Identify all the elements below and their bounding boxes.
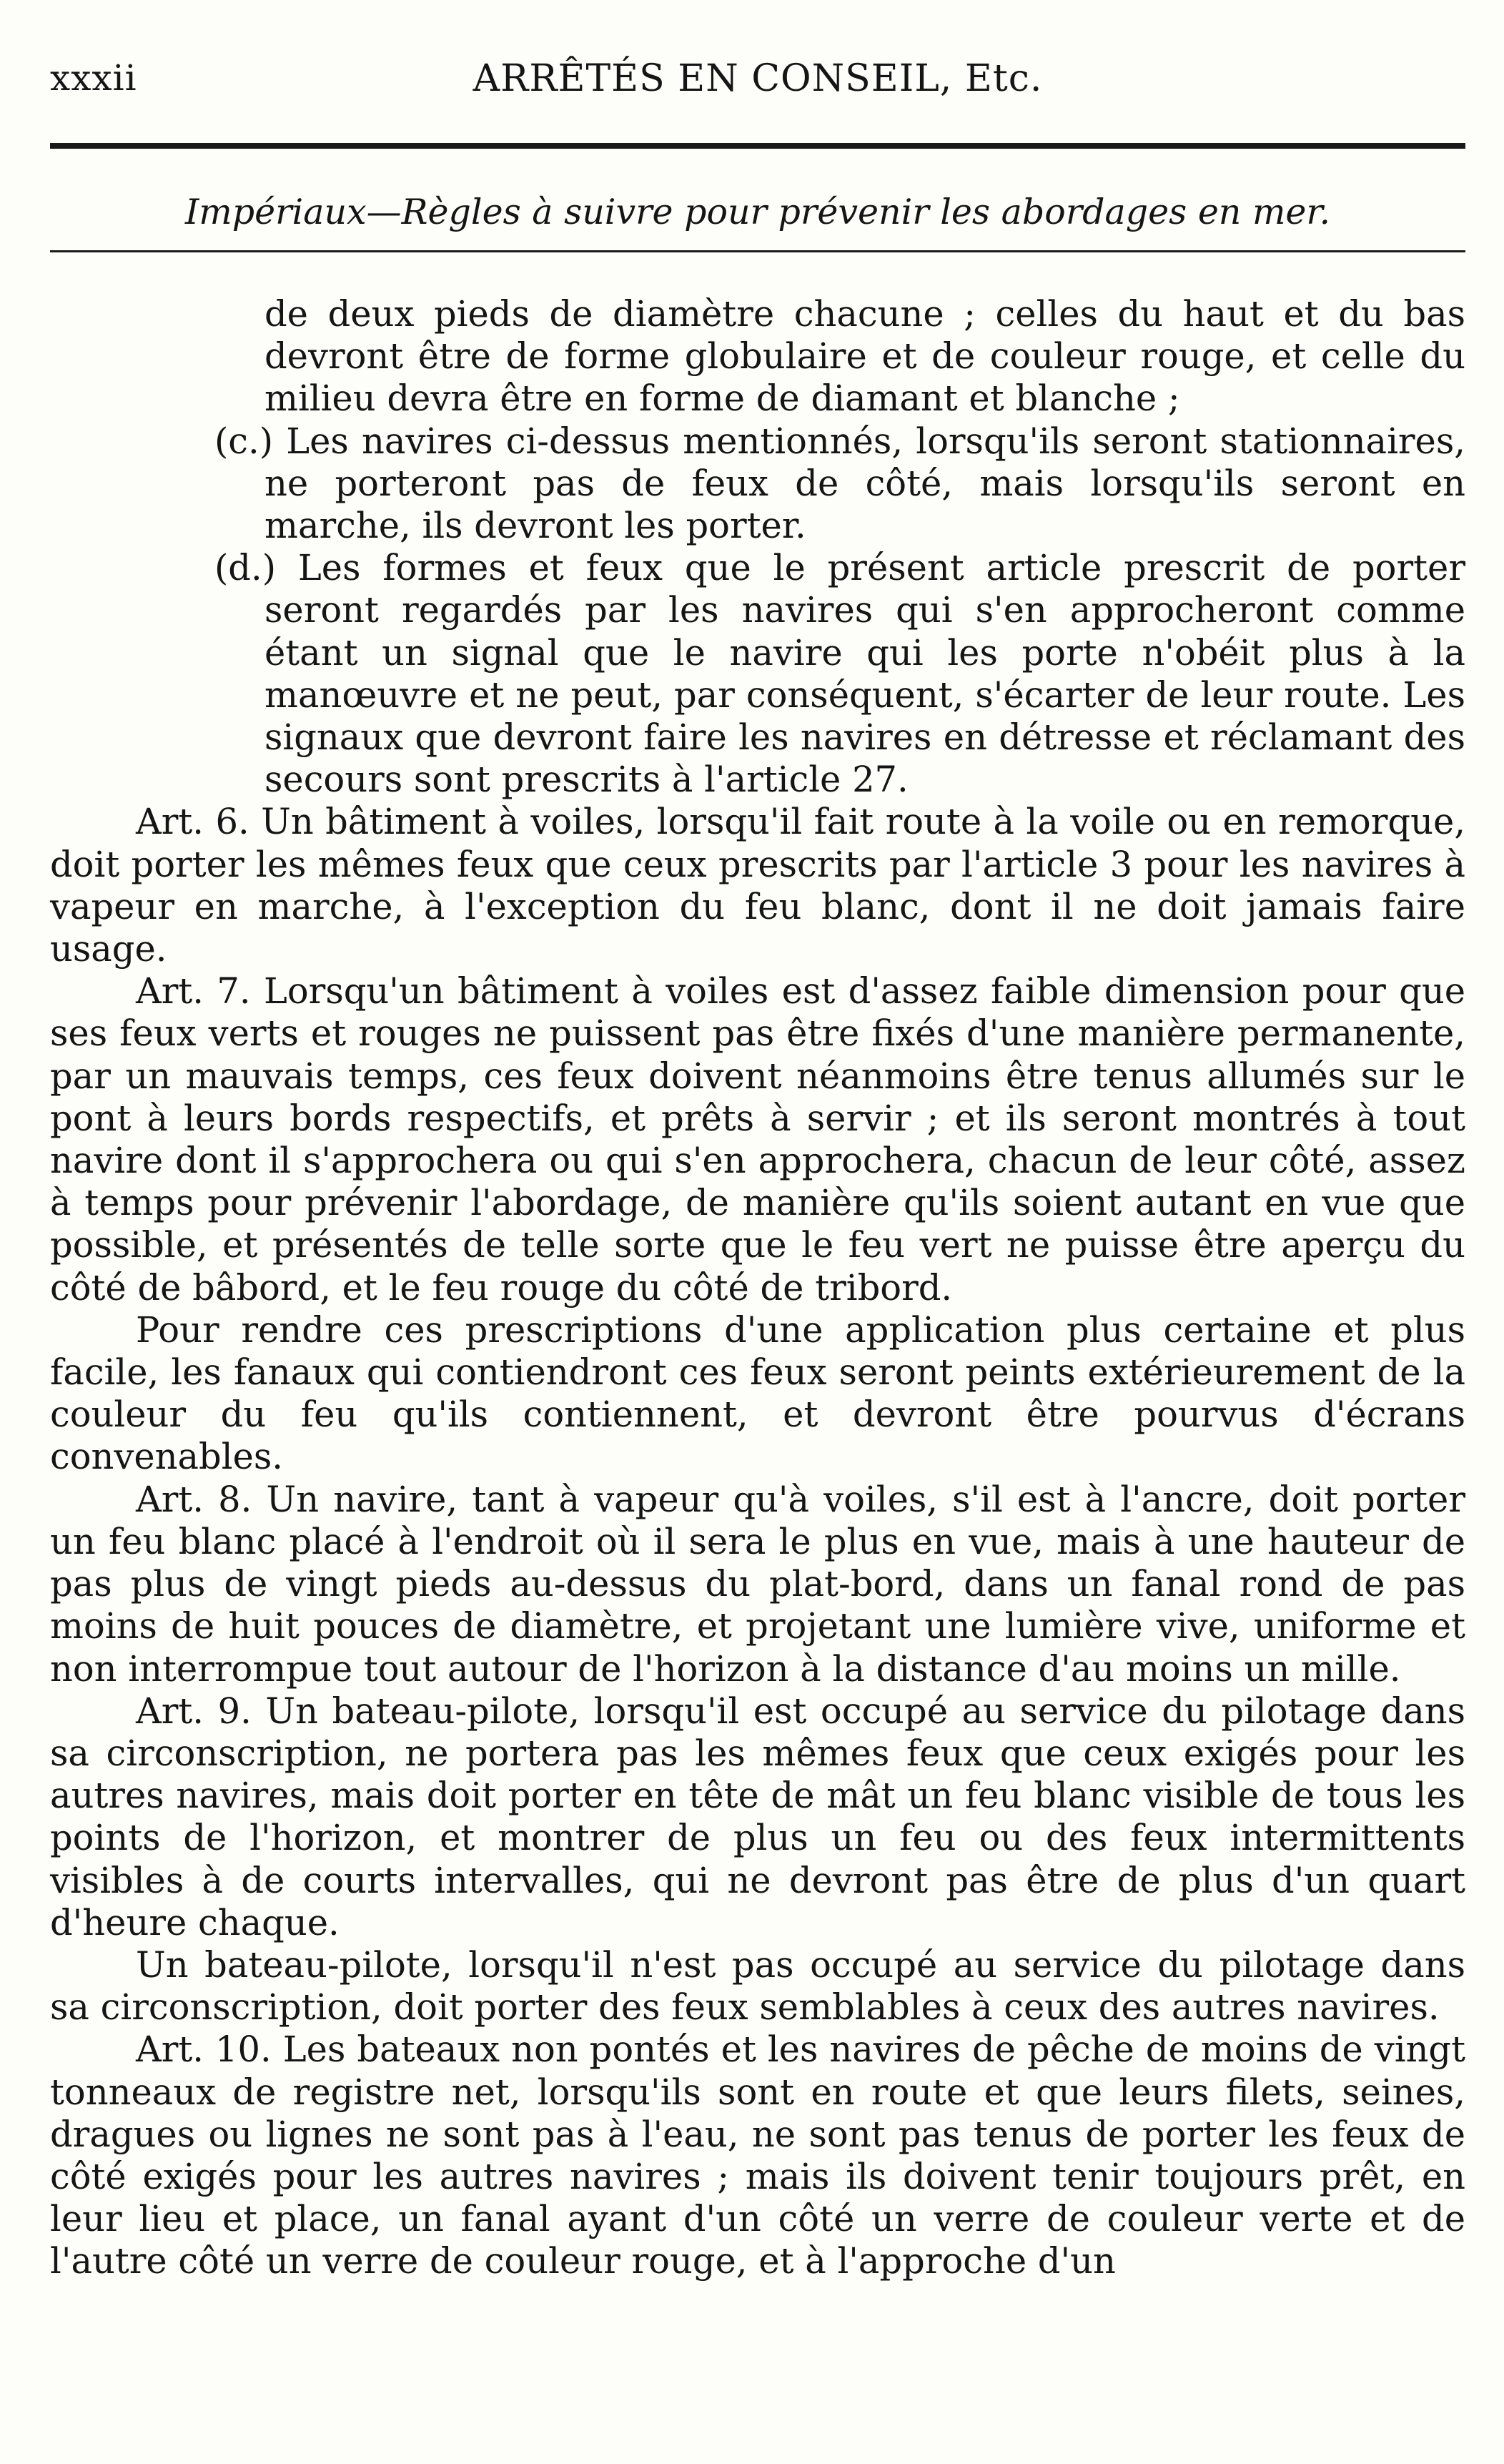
paragraph-clause-c: (c.) Les navires ci-dessus mentionnés, lorsqu'ils seront stationnaires, ne porteront pas de feux de côté, mais lorsqu'ils seront en marche, ils devront les porter.	[214, 420, 1465, 547]
header-rule-bottom	[50, 250, 1465, 252]
paragraph-continuation: de deux pieds de diamètre chacune ; celles du haut et du bas devront être de forme globulaire et de couleur rouge, et celle du milieu devra être en forme de diamant et blanche ;	[264, 293, 1465, 420]
paragraph-art-7-cont: Pour rendre ces prescriptions d'une application plus certaine et plus facile, les fanaux qui contiendront ces feux seront peints extérieurement de la couleur du feu qu'ils contiennent, et devront être pourvus d'écrans convenables.	[50, 1309, 1465, 1478]
body-text	[50, 293, 1465, 2283]
paragraph-art-9: Art. 9. Un bateau-pilote, lorsqu'il est occupé au service du pilotage dans sa circonscription, ne portera pas les mêmes feux que ceux exigés pour les autres navires, mais doit porter en tête de mât un feu blanc visible de tous les points de l'horizon, et montrer de plus un feu ou des feux intermittents visibles à de courts intervalles, qui ne devront pas être de plus d'un quart d'heure chaque.	[50, 1690, 1465, 1943]
paragraph-art-8: Art. 8. Un navire, tant à vapeur qu'à voiles, s'il est à l'ancre, doit porter un feu blanc placé à l'endroit où il sera le plus en vue, mais à une hauteur de pas plus de vingt pieds au-dessus du plat-bord, dans un fanal rond de pas moins de huit pouces de diamètre, et projetant une lumière vive, uniforme et non interrompue tout autour de l'horizon à la distance d'au moins un mille.	[50, 1478, 1465, 1690]
paragraph-art-7: Art. 7. Lorsqu'un bâtiment à voiles est d'assez faible dimension pour que ses feux verts et rouges ne puissent pas être fixés d'une manière permanente, par un mauvais temps, ces feux doivent néanmoins être tenus allumés sur le pont à leurs bords respectifs, et prêts à servir ; et ils seront montrés à tout navire dont il s'approchera ou qui s'en approchera, chacun de leur côté, assez à temps pour prévenir l'abordage, de manière qu'ils soient autant en vue que possible, et présentés de telle sorte que le feu vert ne puisse être aperçu du côté de bâbord, et le feu rouge du côté de tribord.	[50, 970, 1465, 1309]
header-rule-top	[50, 143, 1465, 149]
document-page	[50, 29, 1465, 2438]
running-title: ARRÊTÉS EN CONSEIL, Etc.	[473, 57, 1043, 100]
paragraph-art-9-cont: Un bateau-pilote, lorsqu'il n'est pas occupé au service du pilotage dans sa circonscription, doit porter des feux semblables à ceux des autres navires.	[50, 1943, 1465, 2029]
page-header	[50, 29, 1465, 100]
page-number: xxxii	[50, 57, 137, 99]
paragraph-clause-d: (d.) Les formes et feux que le présent article prescrit de porter seront regardés par les navires qui s'en approcheront comme étant un signal que le navire qui les porte n'obéit plus à la manœuvre et ne peut, par conséquent, s'écarter de leur route. Les signaux que devront faire les navires en détresse et réclamant des secours sont prescrits à l'article 27.	[214, 547, 1465, 801]
section-subtitle: Impériaux—Règles à suivre pour prévenir les abordages en mer.	[184, 192, 1331, 232]
paragraph-art-6: Art. 6. Un bâtiment à voiles, lorsqu'il fait route à la voile ou en remorque, doit porter les mêmes feux que ceux prescrits par l'article 3 pour les navires à vapeur en marche, à l'exception du feu blanc, dont il ne doit jamais faire usage.	[50, 801, 1465, 970]
paragraph-art-10: Art. 10. Les bateaux non pontés et les navires de pêche de moins de vingt tonneaux de registre net, lorsqu'ils sont en route et que leurs filets, seines, dragues ou lignes ne sont pas à l'eau, ne sont pas tenus de porter les feux de côté exigés pour les autres navires ; mais ils doivent tenir toujours prêt, en leur lieu et place, un fanal ayant d'un côté un verre de couleur verte et de l'autre côté un verre de couleur rouge, et à l'approche d'un	[50, 2029, 1465, 2282]
